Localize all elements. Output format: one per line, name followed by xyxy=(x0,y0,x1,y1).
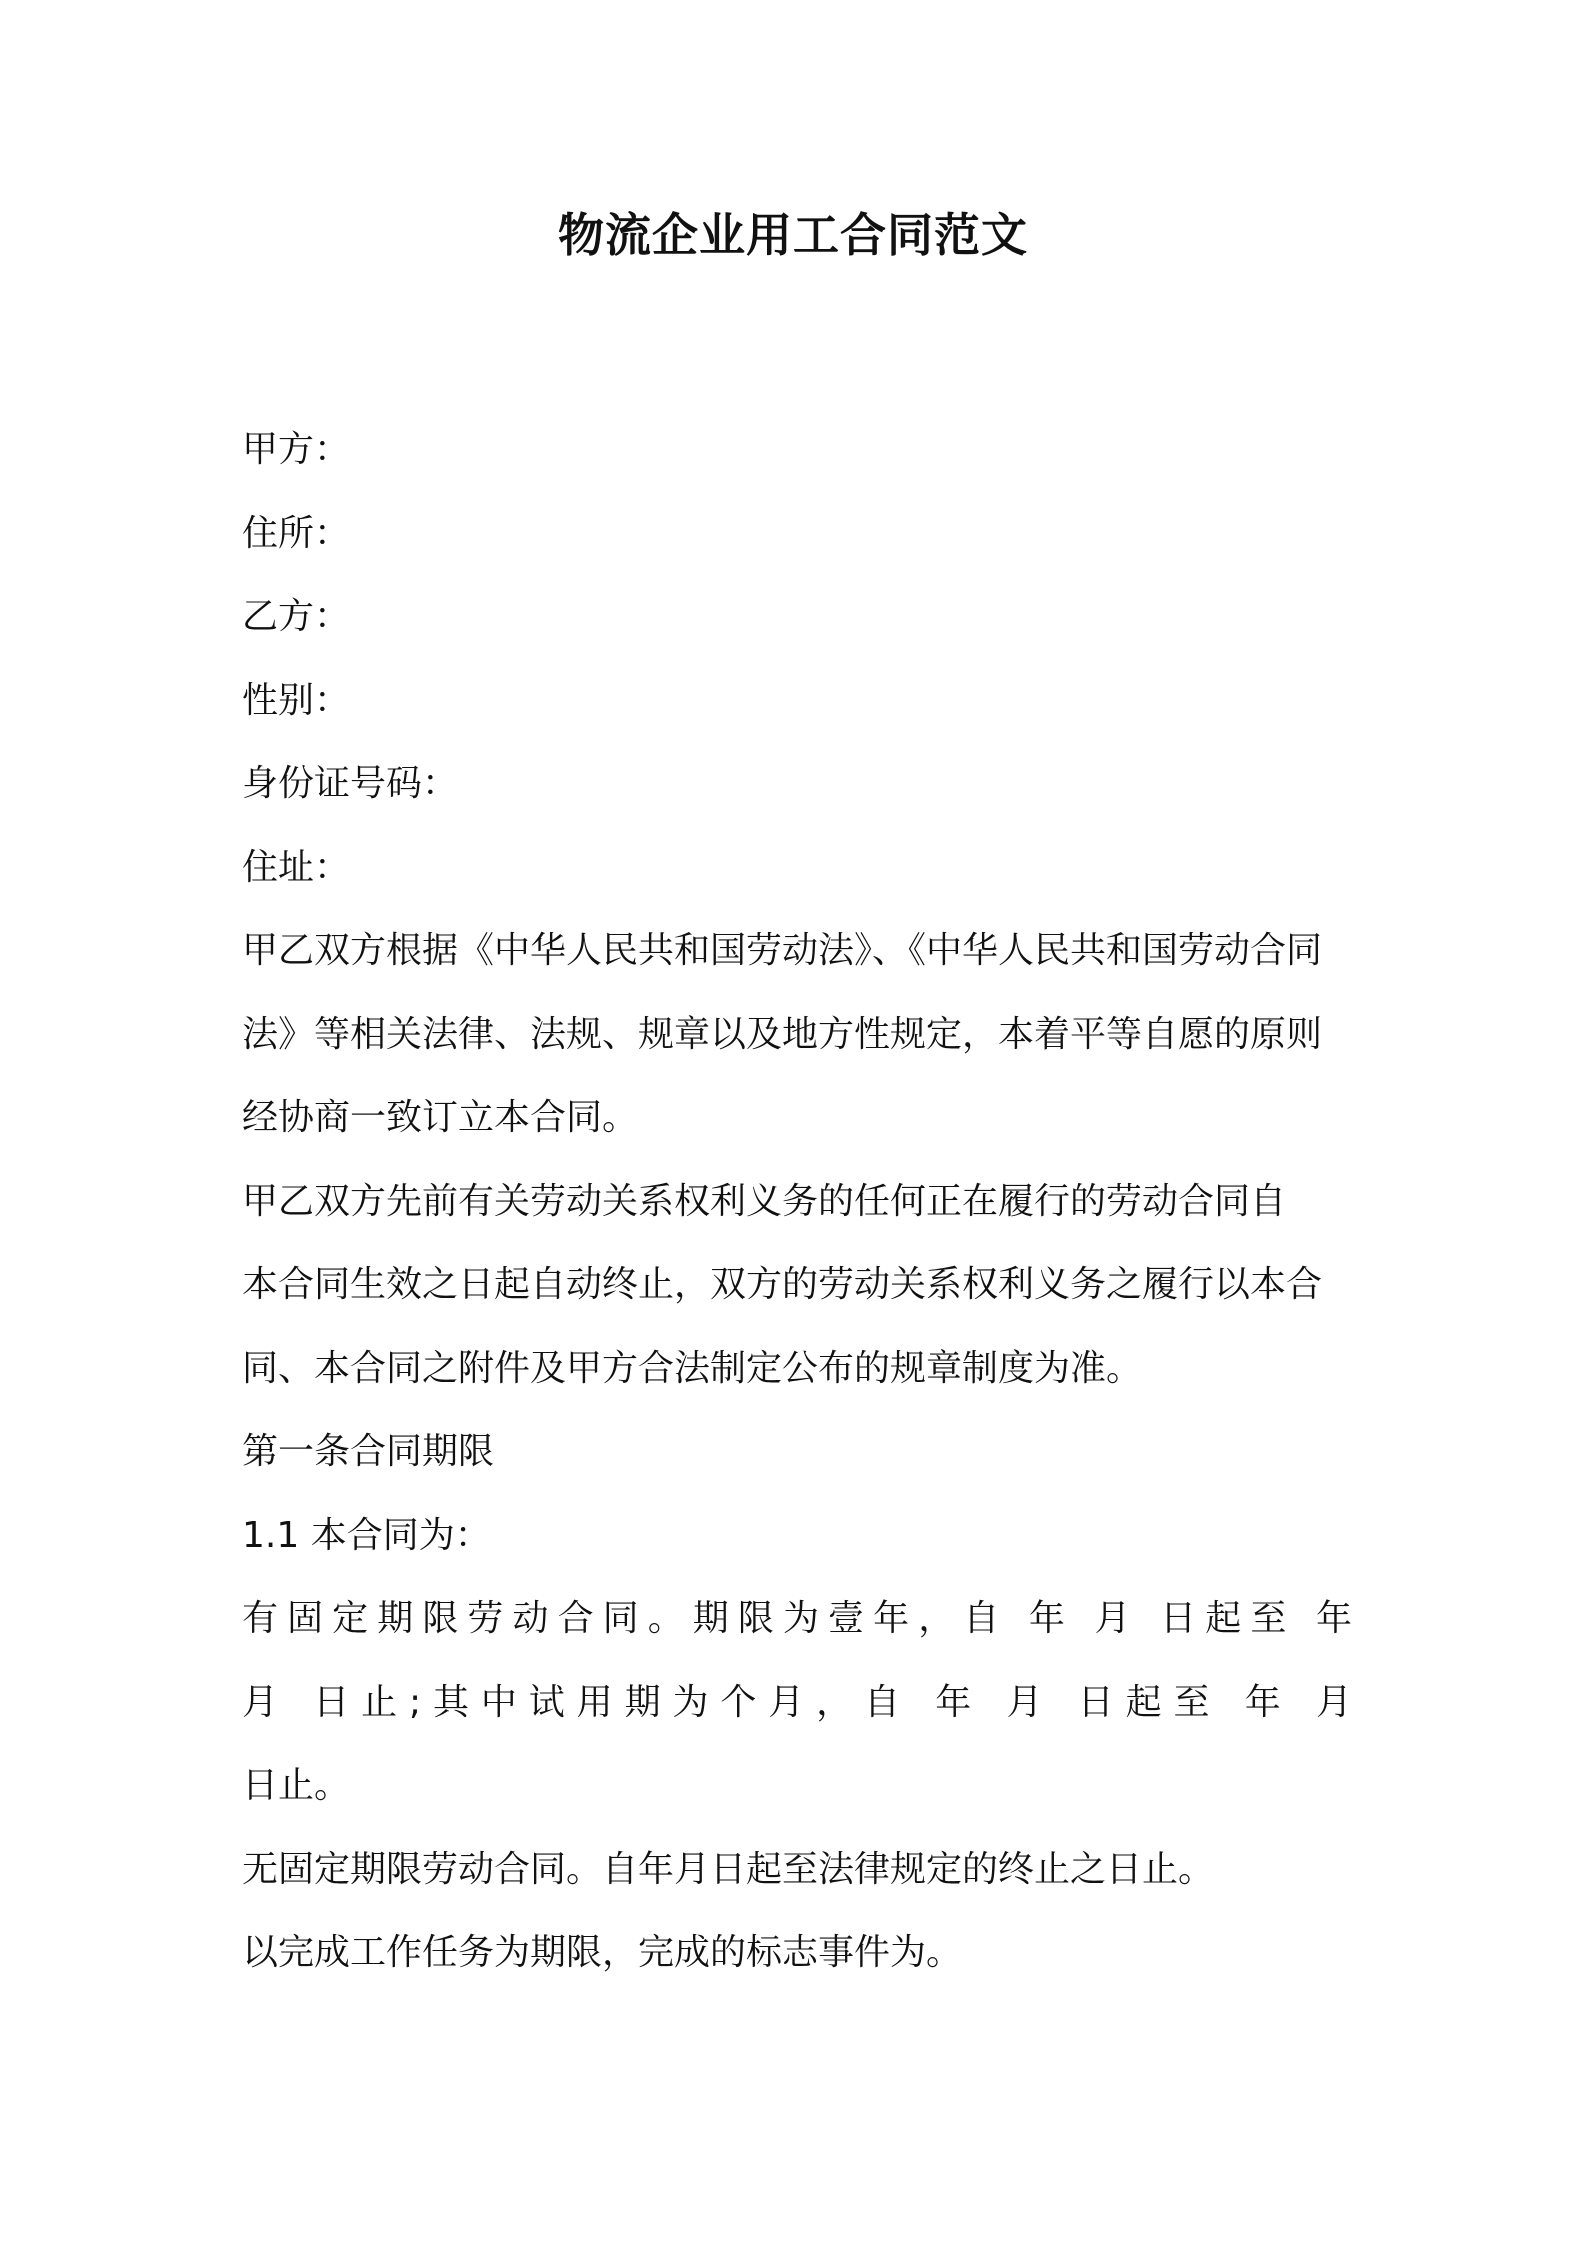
fixed-term-year-2: 年 xyxy=(1315,1598,1352,1639)
open-term-clause: 无固定期限劳动合同。自年月日起至法律规定的终止之日止。 xyxy=(242,1848,1215,1890)
task-term-clause: 以完成工作任务为期限，完成的标志事件为。 xyxy=(242,1932,963,1973)
fixed-term-line-1 xyxy=(242,1577,1352,1661)
party-b-field: 乙方： xyxy=(242,596,351,637)
fixed-term-line-2 xyxy=(242,1661,1352,1745)
paragraph-legal-basis-line-2: 法》等相关法律、法规、规章以及地方性规定，本着平等自愿的原则 xyxy=(242,1013,1323,1055)
fixed-term-day-from: 日起至 xyxy=(1160,1598,1296,1639)
fixed-term-month-2: 月 xyxy=(242,1681,290,1723)
paragraph-legal-basis-line-3: 经协商一致订立本合同。 xyxy=(242,1097,639,1138)
probation-text: 日止;其中试用期为个月，自 xyxy=(313,1681,912,1723)
party-a-field: 甲方： xyxy=(242,429,351,470)
article-1-heading: 第一条合同期限 xyxy=(242,1431,495,1472)
paragraph-termination-line-1: 甲乙双方先前有关劳动关系权利义务的任何正在履行的劳动合同自 xyxy=(242,1180,1287,1222)
paragraph-termination-line-3: 同、本合同之附件及甲方合法制定公布的规章制度为准。 xyxy=(242,1347,1143,1389)
party-b-address-field: 住址： xyxy=(242,846,351,888)
fixed-term-year-1: 年 xyxy=(1028,1598,1075,1639)
paragraph-legal-basis-line-1: 甲乙双方根据《中华人民共和国劳动法》、《中华人民共和国劳动合同 xyxy=(242,930,1323,971)
party-a-address-field: 住所： xyxy=(242,512,351,554)
probation-year-1: 年 xyxy=(935,1681,984,1723)
document-title: 物流企业用工合同范文 xyxy=(558,208,1028,262)
clause-1-1: 1.1 本合同为： xyxy=(242,1514,491,1556)
gender-field: 性别： xyxy=(242,679,351,721)
document-body xyxy=(242,408,1352,1995)
fixed-term-text: 有固定期限劳动合同。期限为壹年，自 xyxy=(242,1598,1009,1639)
fixed-term-month-1: 月 xyxy=(1094,1598,1140,1639)
probation-month-2: 月 xyxy=(1315,1681,1352,1723)
probation-month-1: 月 xyxy=(1006,1681,1055,1723)
probation-day-from: 日起至 xyxy=(1077,1681,1222,1723)
paragraph-termination-line-2: 本合同生效之日起自动终止，双方的劳动关系权利义务之履行以本合 xyxy=(242,1264,1323,1305)
fixed-term-line-3: 日止。 xyxy=(242,1765,351,1806)
probation-year-2: 年 xyxy=(1244,1681,1293,1723)
id-number-field: 身份证号码： xyxy=(242,763,459,804)
